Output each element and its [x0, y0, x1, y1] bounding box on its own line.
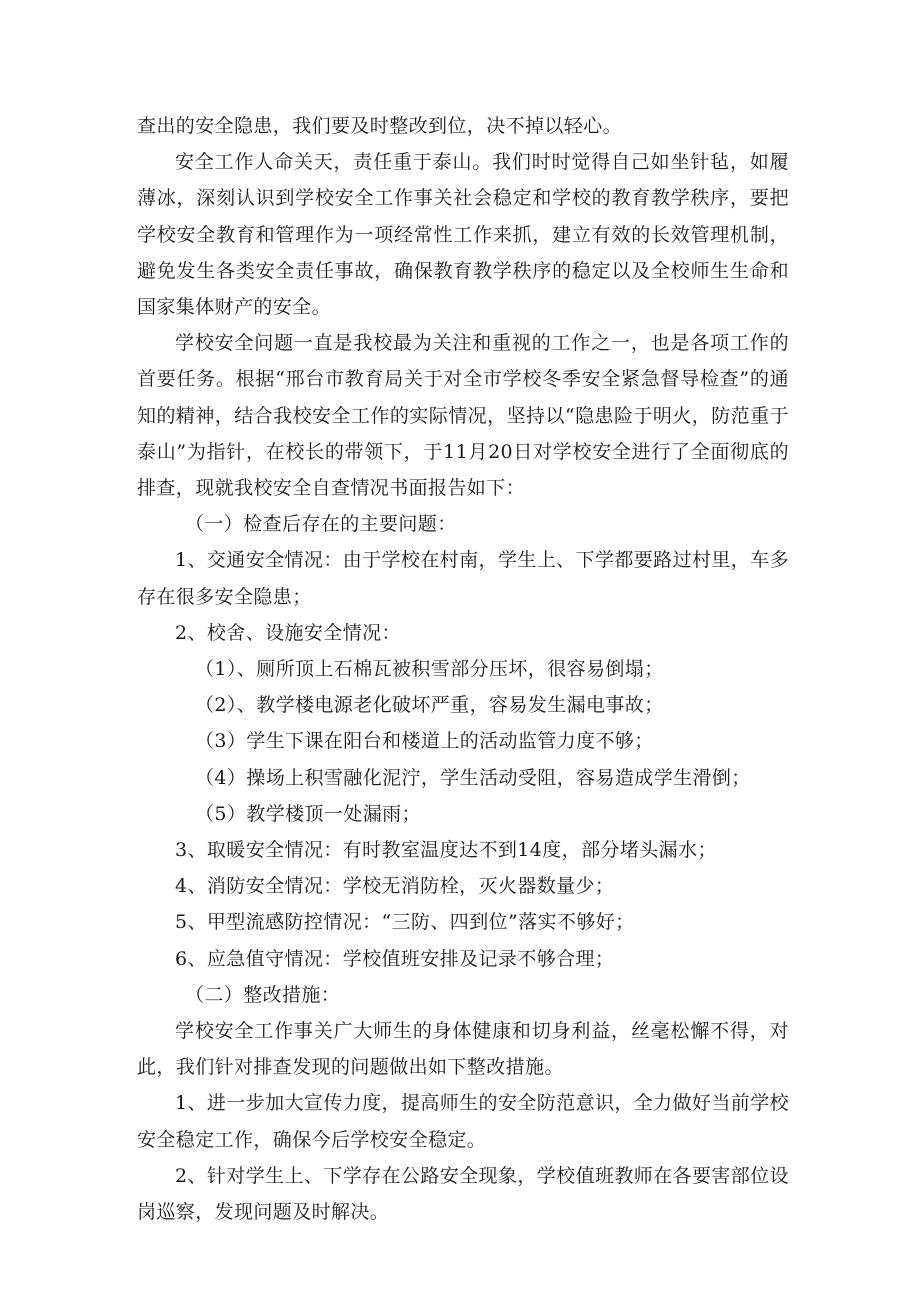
problem-item-duty: 6、应急值守情况：学校值班安排及记录不够合理； [175, 947, 615, 970]
paragraph-continuation: 查出的安全隐患，我们要及时整改到位，决不掉以轻心。 [137, 115, 623, 137]
problem-item-heating: 3、取暖安全情况：有时教室温度达不到14度，部分堵头漏水； [175, 839, 717, 862]
problem-item-flu: 5、甲型流感防控情况：“三防、四到位”落实不够好； [175, 911, 635, 934]
measure-item-2: 2、针对学生上、下学存在公路安全现象，学校值班教师在各要害部位设岗巡察，发现问题及时解决。 [137, 1164, 789, 1224]
facility-subitem-1: （1）、厕所顶上石棉瓦被积雪部分压坏，很容易倒塌； [195, 658, 664, 681]
problem-item-traffic: 1、交通安全情况：由于学校在村南，学生上、下学都要路过村里，车多存在很多安全隐患； [137, 549, 789, 608]
paragraph-safety-responsibility: 安全工作人命关天，责任重于泰山。我们时时觉得自己如坐针毡，如履薄冰，深刻认识到学校安全工作事关社会稳定和学校的教育教学秩序，要把学校安全教育和管理作为一项经常性工作来抓，建立有效的长效管理机制，避免发生各类安全责任事故，确保教育教学秩序的稳定以及全校师生生命和国家集体财产的安全。 [137, 151, 789, 319]
facility-subitem-4: （4）操场上积雪融化泥泞，学生活动受阻，容易造成学生滑倒； [195, 766, 751, 789]
section-heading-problems: （一）检查后存在的主要问题： [185, 513, 457, 536]
paragraph-inspection-background: 学校安全问题一直是我校最为关注和重视的工作之一，也是各项工作的首要任务。根据“邢台市教育局关于对全市学校冬季安全紧急督导检查”的通知的精神，结合我校安全工作的实际情况，坚持以“隐患险于明火，防范重于泰山”为指针，在校长的带领下，于11月20日对学校安全进行了全面彻底的排查，现就我校安全自查情况书面报告如下： [137, 332, 789, 500]
measure-item-1: 1、进一步加大宣传力度，提高师生的安全防范意识，全力做好当前学校安全稳定工作，确保今后学校安全稳定。 [137, 1092, 789, 1151]
document-body [137, 108, 789, 1230]
facility-subitem-2: （2）、教学楼电源老化破坏严重，容易发生漏电事故； [195, 694, 664, 717]
problem-item-fire: 4、消防安全情况：学校无消防栓，灭火器数量少； [175, 875, 615, 898]
facility-subitem-5: （5）教学楼顶一处漏雨； [195, 802, 421, 825]
facility-subitem-3: （3）学生下课在阳台和楼道上的活动监管力度不够； [195, 730, 654, 753]
problem-item-facilities: 2、校舍、设施安全情况： [175, 621, 401, 644]
paragraph-measures-intro: 学校安全工作事关广大师生的身体健康和切身利益，丝毫松懈不得，对此，我们针对排查发现的问题做出如下整改措施。 [137, 1020, 789, 1079]
section-heading-measures: （二）整改措施： [185, 983, 341, 1006]
